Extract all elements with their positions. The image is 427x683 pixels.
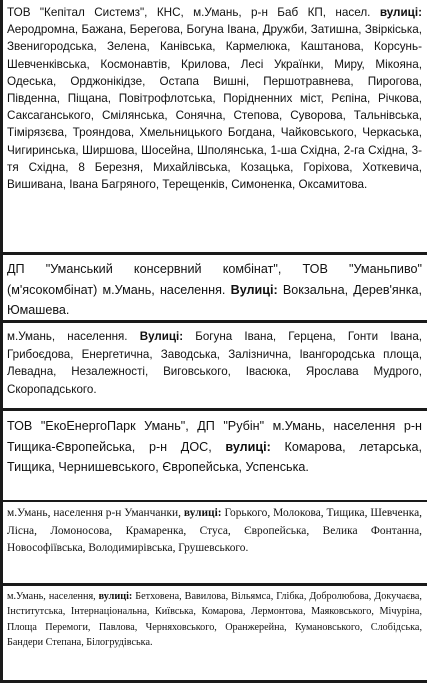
street-list: Вокзальна, Дерев'янка, Юмашева. <box>7 282 422 317</box>
streets-keyword: Вулиці: <box>230 282 278 297</box>
section-heading: м.Умань, населення, <box>7 591 99 602</box>
section-divider <box>3 320 427 323</box>
streets-keyword: вулиці: <box>225 439 271 454</box>
section-divider <box>3 408 427 411</box>
streets-keyword: Вулиці: <box>139 330 184 343</box>
section-divider <box>3 252 427 255</box>
streets-keyword: вулиці: <box>183 507 222 519</box>
section-ecoenergopark <box>7 416 422 478</box>
section-uman-population-b <box>7 589 422 651</box>
section-divider <box>3 500 427 502</box>
section-heading: м.Умань, населення. <box>7 330 140 343</box>
table-left-border <box>0 0 3 683</box>
street-list: Богуна Івана, Герцена, Гонти Івана, Грибоєдова, Енергетична, Заводська, Залізнична, Івангородська площа, Левадна, Незалежності, Виговського, Івасюка, Ярослава Мудрого, Скоропадського. <box>7 330 422 396</box>
section-heading: ДП "Уманський консервний комбінат", ТОВ "Уманьпиво" (м'ясокомбінат) м.Умань, населення. <box>7 262 422 297</box>
section-kapital-systems <box>7 4 422 193</box>
street-list: Аеродромна, Бажана, Берегова, Богуна Івана, Дружби, Затишна, Звіркіська, Звенигородська, Зелена, Канівська, Кармелюка, Каштанова, Корсунь-Шевченківська, Космонавтів, Крилова, Лесі Українки, Миру, Мікояна, Одеська, Орджонікідзе, Остапа Вишні, Першотравнева, Пирогова, Південна, Піщана, Повітрофлотська, Порідненних міст, Рєпіна, Річкова, Саксаганського, Смілянська, Сонячна, Степова, Суворова, Тальнівська, Тімірязєва, Трояндова, Хмельницького Богдана, Чайковського, Черкаська, Чигиринська, Ширшова, Шосейна, Шполянська, 1-ша Східна, 2-га Східна, 3-тя Східна, 8 Березня, Михайлівська, Козацька, Горіхова, Хоткевича, Вишивана, Івана Багряного, Терещенків, Симоненка, Оксамитова. <box>7 23 422 192</box>
street-list: Горького, Молокова, Тищика, Шевченка, Лісна, Ломоносова, Крамаренка, Стуса, Європейська, Велика Фонтанна, Новософіївська, Володимирівська, Грушевського. <box>7 507 422 555</box>
streets-keyword: вулиці: <box>379 6 422 19</box>
street-list: Бетховена, Вавилова, Вільямса, Глібка, Добролюбова, Докучаєва, Інститутська, Інтернаціональна, Київська, Комарова, Лермонтова, Маяковського, Мічуріна, Площа Перемоги, Павлова, Черняховського, Оранжерейна, Кумановського, Слобідська, Бандери Степана, Білогрудівська. <box>7 591 422 649</box>
section-heading: м.Умань, населення р-н Уманчанки, <box>7 507 184 519</box>
section-uman-population-a <box>7 328 422 398</box>
section-divider <box>3 583 427 586</box>
streets-keyword: вулиці: <box>98 591 133 602</box>
section-heading: ТОВ "ЕкоЕнергоПарк Умань", ДП "Рубін" м.Умань, населення р-н Тищика-Європейська, р-н ДОС, <box>7 419 422 454</box>
street-list: Комарова, летарська, Тищика, Чернишевського, Європейська, Успенська. <box>7 439 422 474</box>
section-kanning-plant <box>7 259 422 321</box>
section-umanchanka <box>7 505 422 558</box>
section-heading: ТОВ "Кепітал Системз", КНС, м.Умань, р-н Баб КП, насел. <box>7 6 371 19</box>
